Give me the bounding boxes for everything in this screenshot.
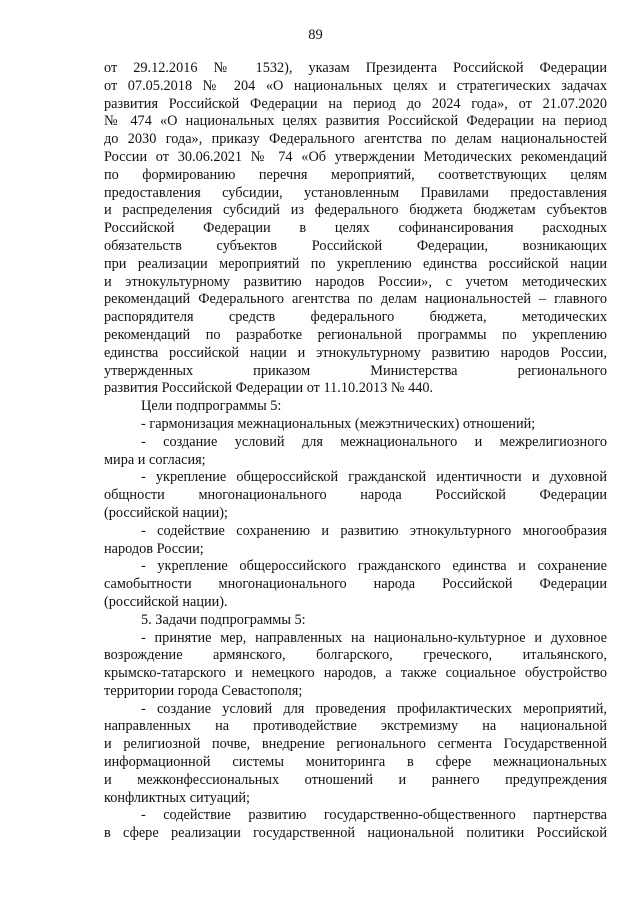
- text-line: конфликтных ситуаций;: [104, 789, 250, 806]
- text-line: предоставления субсидии, установленным Правилами предоставления: [104, 184, 607, 201]
- text-line: мира и согласия;: [104, 451, 206, 468]
- text-line: самобытности многонационального народа Российской Федерации: [104, 576, 607, 593]
- text-line: в сфере реализации государственной национальной политики Российской: [104, 825, 607, 842]
- text-line: России от 30.06.2021 № 74 «Об утверждении Методических рекомендаций: [104, 148, 607, 165]
- text-line: развития Российской Федерации от 11.10.2013 № 440.: [104, 380, 434, 397]
- text-line: общности многонационального народа Российской Федерации: [104, 487, 607, 504]
- text-line: и этнокультурному развитию народов России», с учетом методических: [104, 273, 607, 290]
- text-line: (российской нации);: [104, 504, 229, 521]
- text-line: территории города Севастополя;: [104, 682, 303, 699]
- text-line: до 2030 года», приказу Федерального агентства по делам национальностей: [104, 131, 607, 148]
- document-body: [104, 60, 607, 843]
- text-line: и межконфессиональных отношений и раннего предупреждения: [104, 771, 607, 788]
- text-line: - укрепление общероссийской гражданской идентичности и духовной: [141, 469, 607, 486]
- text-line: Российской Федерации в целях софинансирования расходных: [104, 220, 607, 237]
- text-line: единства российской нации и этнокультурному развитию народов России,: [104, 344, 607, 361]
- text-line: возрождение армянского, болгарского, греческого, итальянского,: [104, 647, 607, 664]
- text-line: направленных на противодействие экстремизму на национальной: [104, 718, 607, 735]
- text-line: 5. Задачи подпрограммы 5:: [141, 611, 306, 628]
- text-line: рекомендаций по разработке региональной программы по укреплению: [104, 326, 607, 343]
- text-line: - создание условий для проведения профилактических мероприятий,: [141, 700, 607, 717]
- text-line: - создание условий для межнационального и межрелигиозного: [141, 433, 607, 450]
- text-line: - содействие развитию государственно-общественного партнерства: [141, 807, 607, 824]
- text-line: развития Российской Федерации на период до 2024 года», от 21.07.2020: [104, 95, 607, 112]
- text-line: утвержденных приказом Министерства регионального: [104, 362, 607, 379]
- text-line: Цели подпрограммы 5:: [141, 398, 282, 415]
- text-line: крымско-татарского и немецкого народов, а также социальное обустройство: [104, 665, 607, 682]
- text-line: № 474 «О национальных целях развития Российской Федерации на период: [104, 113, 607, 130]
- text-line: - принятие мер, направленных на национально-культурное и духовное: [141, 629, 607, 646]
- text-line: от 29.12.2016 № 1532), указам Президента Российской Федерации: [104, 60, 607, 76]
- text-line: по формированию перечня мероприятий, соответствующих целям: [104, 166, 607, 183]
- text-line: народов России;: [104, 540, 204, 557]
- text-line: при реализации мероприятий по укреплению единства российской нации: [104, 255, 607, 272]
- text-line: и религиозной почве, внедрение регионального сегмента Государственной: [104, 736, 607, 753]
- text-line: - укрепление общероссийского гражданского единства и сохранение: [141, 558, 607, 575]
- page-number: 89: [308, 27, 323, 43]
- text-line: - гармонизация межнациональных (межэтнических) отношений;: [141, 415, 536, 432]
- text-line: от 07.05.2018 № 204 «О национальных целях и стратегических задачах: [104, 77, 607, 94]
- text-line: рекомендаций Федерального агентства по делам национальностей – главного: [104, 291, 607, 308]
- text-line: обязательств субъектов Российской Федерации, возникающих: [104, 237, 607, 254]
- text-line: - содействие сохранению и развитию этнокультурного многообразия: [141, 522, 607, 539]
- text-line: и распределения субсидий из федерального бюджета бюджетам субъектов: [104, 202, 607, 219]
- text-line: (российской нации).: [104, 593, 228, 610]
- text-line: распорядителя средств федерального бюджета, методических: [104, 309, 607, 326]
- text-line: информационной системы мониторинга в сфере межнациональных: [104, 754, 607, 771]
